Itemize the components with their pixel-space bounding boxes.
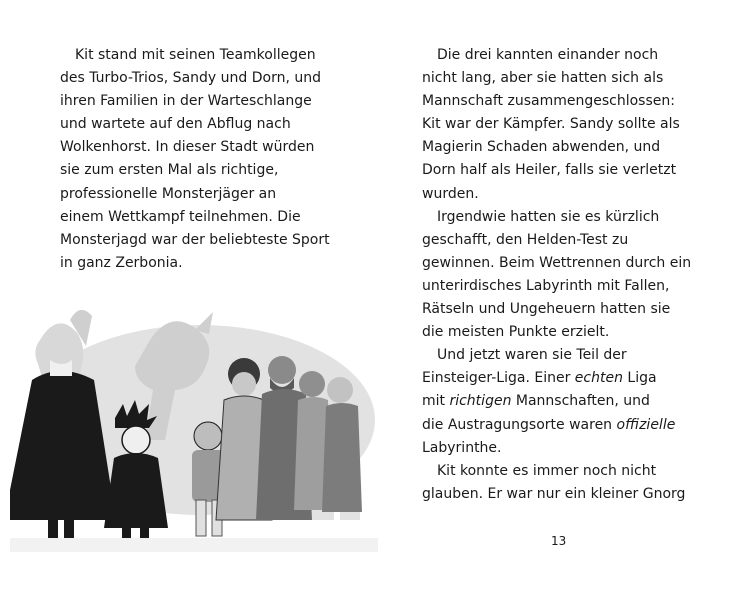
text-line xyxy=(422,67,691,90)
text-line xyxy=(422,136,691,159)
left-page-text xyxy=(60,44,330,275)
right-page-text xyxy=(422,44,691,506)
text-line xyxy=(422,437,691,460)
text-segment: Mannschaft zusammengeschlossen: xyxy=(422,93,675,110)
text-segment: Irgendwie hatten sie es kürzlich xyxy=(437,208,660,225)
emphasis-text: offizielle xyxy=(616,416,676,433)
emphasis-text: echten xyxy=(574,370,623,387)
text-segment: Kit konnte es immer noch nicht xyxy=(437,462,657,479)
text-line xyxy=(422,252,691,275)
text-segment: glauben. Er war nur ein kleiner Gnorg xyxy=(422,485,686,502)
text-line xyxy=(422,44,691,67)
text-line: in ganz Zerbonia. xyxy=(60,254,183,271)
text-segment: geschafft, den Helden-Test zu xyxy=(422,231,629,248)
text-line xyxy=(422,460,691,483)
text-segment: wurden. xyxy=(422,185,479,202)
text-line: einem Wettkampf teilnehmen. Die xyxy=(60,208,301,225)
text-line: ihren Familien in der Warteschlange xyxy=(60,93,312,110)
text-segment: nicht lang, aber sie hatten sich als xyxy=(422,70,664,87)
text-segment: mit xyxy=(422,393,450,410)
text-line xyxy=(422,367,691,390)
text-segment: Mannschaften, und xyxy=(511,393,650,410)
text-segment: die meisten Punkte erzielt. xyxy=(422,324,610,341)
text-line xyxy=(422,298,691,321)
text-line xyxy=(422,321,691,344)
text-segment: Und jetzt waren sie Teil der xyxy=(437,347,627,364)
text-segment: unterirdisches Labyrinth mit Fallen, xyxy=(422,277,670,294)
text-line xyxy=(422,206,691,229)
text-line xyxy=(422,483,691,506)
text-segment: Dorn half als Heiler, falls sie verletzt xyxy=(422,162,677,179)
text-line: Wolkenhorst. In dieser Stadt würden xyxy=(60,139,315,156)
page-number: 13 xyxy=(551,534,567,548)
text-segment: Kit war der Kämpfer. Sandy sollte als xyxy=(422,116,680,133)
text-line xyxy=(422,344,691,367)
text-line: professionelle Monsterjäger an xyxy=(60,185,277,202)
emphasis-text: richtigen xyxy=(449,393,512,410)
text-line: sie zum ersten Mal als richtige, xyxy=(60,162,279,179)
text-line xyxy=(422,390,691,413)
text-segment: Die drei kannten einander noch xyxy=(437,47,659,63)
text-line: Monsterjagd war der beliebteste Sport xyxy=(60,231,330,248)
text-segment: Rätseln und Ungeheuern hatten sie xyxy=(422,301,671,318)
text-segment: Liga xyxy=(622,370,657,387)
text-line: des Turbo-Trios, Sandy und Dorn, und xyxy=(60,70,321,87)
text-line: Kit stand mit seinen Teamkollegen xyxy=(75,47,316,63)
text-line xyxy=(422,414,691,437)
text-segment: die Austragungsorte waren xyxy=(422,416,617,433)
text-line xyxy=(422,275,691,298)
text-line xyxy=(422,90,691,113)
text-line xyxy=(422,183,691,206)
text-line: und wartete auf den Abflug nach xyxy=(60,116,291,133)
text-segment: Einsteiger-Liga. Einer xyxy=(422,370,575,387)
text-segment: gewinnen. Beim Wettrennen durch ein xyxy=(422,254,692,271)
group-illustration xyxy=(10,300,378,552)
right-page xyxy=(375,0,750,589)
text-segment: Magierin Schaden abwenden, und xyxy=(422,139,661,156)
text-line xyxy=(422,159,691,182)
ground xyxy=(10,538,378,552)
text-segment: Labyrinthe. xyxy=(422,439,502,456)
text-line xyxy=(422,229,691,252)
right-kids xyxy=(294,371,362,512)
text-line xyxy=(422,113,691,136)
